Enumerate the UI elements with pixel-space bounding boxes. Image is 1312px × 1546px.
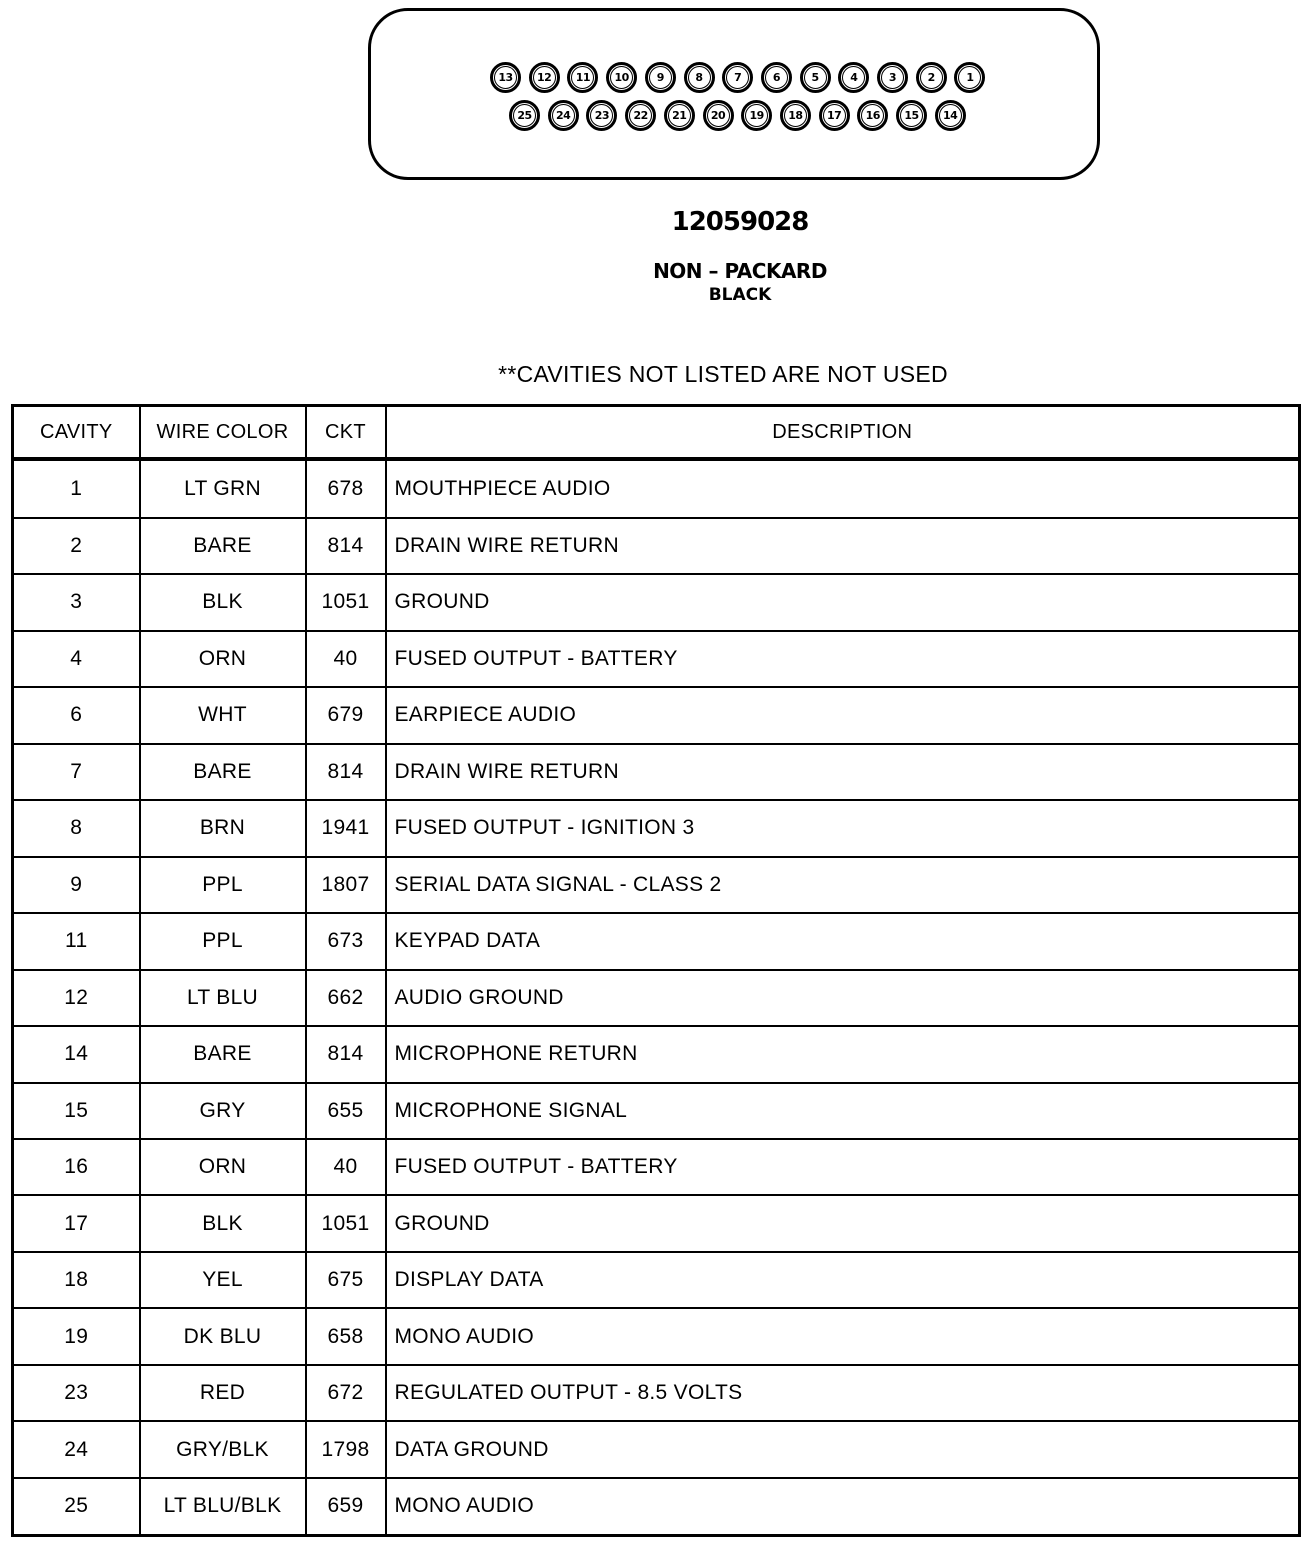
cell-wire-color: LT GRN bbox=[140, 459, 306, 518]
cell-cavity: 14 bbox=[13, 1026, 140, 1082]
connector-pin bbox=[684, 62, 715, 93]
cell-description: MONO AUDIO bbox=[386, 1308, 1300, 1364]
cell-wire-color: LT BLU/BLK bbox=[140, 1478, 306, 1536]
cell-description: DRAIN WIRE RETURN bbox=[386, 518, 1300, 574]
connector-pin bbox=[877, 62, 908, 93]
cell-cavity: 8 bbox=[13, 800, 140, 856]
cell-cavity: 17 bbox=[13, 1195, 140, 1251]
cell-wire-color: GRY bbox=[140, 1083, 306, 1139]
cell-ckt: 672 bbox=[306, 1365, 386, 1421]
cell-cavity: 6 bbox=[13, 687, 140, 743]
table-row bbox=[13, 631, 1300, 687]
cell-cavity: 12 bbox=[13, 970, 140, 1026]
cell-cavity: 1 bbox=[13, 459, 140, 518]
connector-face-diagram bbox=[368, 8, 1100, 180]
connector-pin-number: 6 bbox=[765, 66, 788, 89]
connector-pin bbox=[761, 62, 792, 93]
cell-wire-color: LT BLU bbox=[140, 970, 306, 1026]
cell-cavity: 9 bbox=[13, 857, 140, 913]
cell-wire-color: PPL bbox=[140, 913, 306, 969]
connector-pin-number: 8 bbox=[688, 66, 711, 89]
cell-description: DRAIN WIRE RETURN bbox=[386, 744, 1300, 800]
cell-wire-color: BARE bbox=[140, 1026, 306, 1082]
connector-pin-number: 18 bbox=[784, 104, 807, 127]
connector-pin bbox=[625, 100, 656, 131]
cell-wire-color: GRY/BLK bbox=[140, 1421, 306, 1477]
cell-ckt: 1051 bbox=[306, 574, 386, 630]
table-row bbox=[13, 1478, 1300, 1536]
cell-cavity: 19 bbox=[13, 1308, 140, 1364]
cell-description: GROUND bbox=[386, 574, 1300, 630]
table-row bbox=[13, 1252, 1300, 1308]
table-row bbox=[13, 800, 1300, 856]
cell-ckt: 658 bbox=[306, 1308, 386, 1364]
cell-description: DATA GROUND bbox=[386, 1421, 1300, 1477]
table-row bbox=[13, 459, 1300, 518]
connector-type: NON – PACKARD bbox=[653, 259, 827, 283]
connector-pin bbox=[645, 62, 676, 93]
connector-pin bbox=[916, 62, 947, 93]
header-wire-color: WIRE COLOR bbox=[140, 406, 306, 460]
cell-description: EARPIECE AUDIO bbox=[386, 687, 1300, 743]
table-row bbox=[13, 913, 1300, 969]
connector-pin bbox=[819, 100, 850, 131]
cell-wire-color: PPL bbox=[140, 857, 306, 913]
connector-pin-number: 25 bbox=[513, 104, 536, 127]
header-description: DESCRIPTION bbox=[386, 406, 1300, 460]
connector-pin-number: 20 bbox=[707, 104, 730, 127]
cell-ckt: 1807 bbox=[306, 857, 386, 913]
connector-pin-number: 16 bbox=[861, 104, 884, 127]
cell-cavity: 15 bbox=[13, 1083, 140, 1139]
connector-pin bbox=[567, 62, 598, 93]
cell-wire-color: DK BLU bbox=[140, 1308, 306, 1364]
connector-pin-number: 23 bbox=[590, 104, 613, 127]
connector-pin-number: 9 bbox=[649, 66, 672, 89]
connector-pin-number: 5 bbox=[804, 66, 827, 89]
connector-pin bbox=[800, 62, 831, 93]
connector-pin bbox=[838, 62, 869, 93]
connector-pin-number: 7 bbox=[726, 66, 749, 89]
cell-description: SERIAL DATA SIGNAL - CLASS 2 bbox=[386, 857, 1300, 913]
table-row bbox=[13, 1421, 1300, 1477]
connector-pin-number: 13 bbox=[494, 66, 517, 89]
cell-cavity: 25 bbox=[13, 1478, 140, 1536]
unused-cavities-note: **CAVITIES NOT LISTED ARE NOT USED bbox=[498, 361, 948, 387]
cell-ckt: 678 bbox=[306, 459, 386, 518]
connector-pin bbox=[741, 100, 772, 131]
connector-pin bbox=[954, 62, 985, 93]
table-row bbox=[13, 574, 1300, 630]
cell-wire-color: BARE bbox=[140, 518, 306, 574]
cell-cavity: 4 bbox=[13, 631, 140, 687]
cell-wire-color: WHT bbox=[140, 687, 306, 743]
connector-pin bbox=[703, 100, 734, 131]
connector-pin bbox=[896, 100, 927, 131]
cell-ckt: 1941 bbox=[306, 800, 386, 856]
cell-ckt: 1051 bbox=[306, 1195, 386, 1251]
cell-wire-color: ORN bbox=[140, 1139, 306, 1195]
connector-pin bbox=[548, 100, 579, 131]
connector-pin bbox=[606, 62, 637, 93]
cell-ckt: 675 bbox=[306, 1252, 386, 1308]
cell-description: FUSED OUTPUT - BATTERY bbox=[386, 631, 1300, 687]
header-ckt: CKT bbox=[306, 406, 386, 460]
cell-cavity: 18 bbox=[13, 1252, 140, 1308]
cell-description: MONO AUDIO bbox=[386, 1478, 1300, 1536]
connector-pin-number: 12 bbox=[533, 66, 556, 89]
cell-ckt: 659 bbox=[306, 1478, 386, 1536]
table-row bbox=[13, 1195, 1300, 1251]
connector-pin bbox=[586, 100, 617, 131]
table-row bbox=[13, 970, 1300, 1026]
cell-wire-color: RED bbox=[140, 1365, 306, 1421]
cell-description: FUSED OUTPUT - IGNITION 3 bbox=[386, 800, 1300, 856]
pinout-table bbox=[11, 404, 1301, 1537]
cell-cavity: 3 bbox=[13, 574, 140, 630]
cell-ckt: 814 bbox=[306, 518, 386, 574]
cell-cavity: 23 bbox=[13, 1365, 140, 1421]
connector-pin-number: 24 bbox=[552, 104, 575, 127]
cell-cavity: 7 bbox=[13, 744, 140, 800]
connector-pin-number: 17 bbox=[823, 104, 846, 127]
cell-cavity: 2 bbox=[13, 518, 140, 574]
cell-wire-color: BRN bbox=[140, 800, 306, 856]
cell-wire-color: BLK bbox=[140, 574, 306, 630]
connector-pin-number: 11 bbox=[571, 66, 594, 89]
connector-pin bbox=[857, 100, 888, 131]
cell-ckt: 814 bbox=[306, 744, 386, 800]
cell-wire-color: BARE bbox=[140, 744, 306, 800]
table-row bbox=[13, 1083, 1300, 1139]
connector-pin-number: 15 bbox=[900, 104, 923, 127]
connector-pin bbox=[722, 62, 753, 93]
cell-wire-color: YEL bbox=[140, 1252, 306, 1308]
cell-ckt: 673 bbox=[306, 913, 386, 969]
connector-pin-number: 1 bbox=[958, 66, 981, 89]
cell-description: AUDIO GROUND bbox=[386, 970, 1300, 1026]
table-row bbox=[13, 744, 1300, 800]
cell-wire-color: BLK bbox=[140, 1195, 306, 1251]
connector-pin-number: 22 bbox=[629, 104, 652, 127]
cell-ckt: 814 bbox=[306, 1026, 386, 1082]
table-row bbox=[13, 1026, 1300, 1082]
cell-ckt: 1798 bbox=[306, 1421, 386, 1477]
connector-pin bbox=[780, 100, 811, 131]
connector-pin-number: 21 bbox=[668, 104, 691, 127]
cell-description: GROUND bbox=[386, 1195, 1300, 1251]
header-cavity: CAVITY bbox=[13, 406, 140, 460]
connector-pin-number: 19 bbox=[745, 104, 768, 127]
connector-pin bbox=[664, 100, 695, 131]
connector-color: BLACK bbox=[708, 285, 772, 305]
connector-pin bbox=[935, 100, 966, 131]
cell-ckt: 655 bbox=[306, 1083, 386, 1139]
connector-pin bbox=[490, 62, 521, 93]
cell-description: MICROPHONE SIGNAL bbox=[386, 1083, 1300, 1139]
connector-pin bbox=[509, 100, 540, 131]
cell-cavity: 16 bbox=[13, 1139, 140, 1195]
cell-ckt: 679 bbox=[306, 687, 386, 743]
table-row bbox=[13, 1365, 1300, 1421]
connector-pin-number: 3 bbox=[881, 66, 904, 89]
cell-ckt: 40 bbox=[306, 1139, 386, 1195]
cell-description: FUSED OUTPUT - BATTERY bbox=[386, 1139, 1300, 1195]
connector-pin-number: 4 bbox=[842, 66, 865, 89]
cell-description: KEYPAD DATA bbox=[386, 913, 1300, 969]
connector-pin bbox=[529, 62, 560, 93]
table-row bbox=[13, 687, 1300, 743]
cell-description: MOUTHPIECE AUDIO bbox=[386, 459, 1300, 518]
cell-ckt: 662 bbox=[306, 970, 386, 1026]
cell-description: REGULATED OUTPUT - 8.5 VOLTS bbox=[386, 1365, 1300, 1421]
table-row bbox=[13, 518, 1300, 574]
table-row bbox=[13, 1308, 1300, 1364]
cell-wire-color: ORN bbox=[140, 631, 306, 687]
cell-ckt: 40 bbox=[306, 631, 386, 687]
table-row bbox=[13, 1139, 1300, 1195]
table-header-row bbox=[13, 406, 1300, 460]
connector-pin-number: 14 bbox=[939, 104, 962, 127]
table-row bbox=[13, 857, 1300, 913]
part-number: 12059028 bbox=[671, 207, 809, 237]
cell-description: MICROPHONE RETURN bbox=[386, 1026, 1300, 1082]
cell-cavity: 11 bbox=[13, 913, 140, 969]
cell-cavity: 24 bbox=[13, 1421, 140, 1477]
connector-pin-number: 10 bbox=[610, 66, 633, 89]
connector-pin-number: 2 bbox=[920, 66, 943, 89]
cell-description: DISPLAY DATA bbox=[386, 1252, 1300, 1308]
